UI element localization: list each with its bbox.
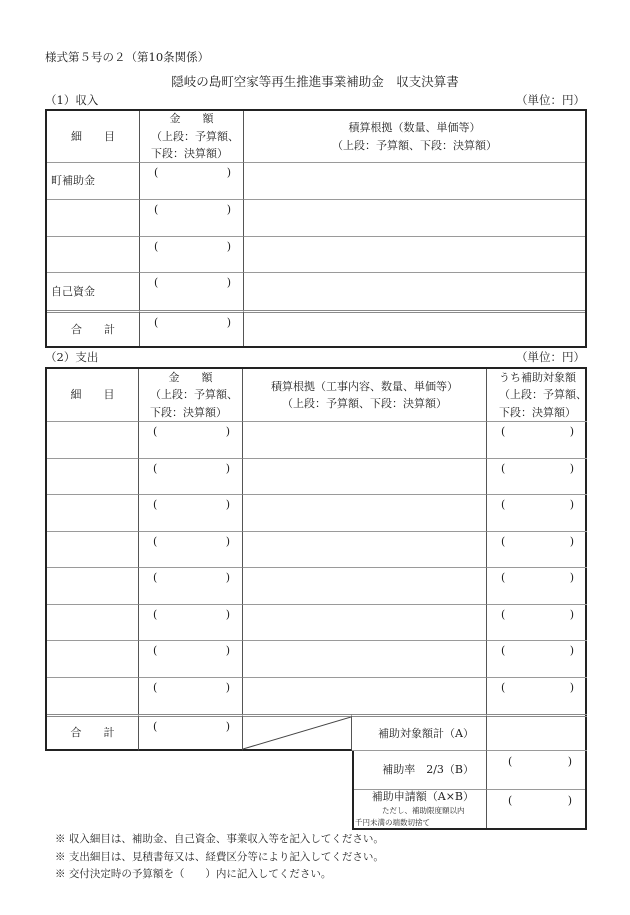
expense-basis-cell[interactable] xyxy=(243,568,487,605)
paren-open: ( xyxy=(501,425,506,438)
paren-close: ) xyxy=(567,755,572,768)
paren-close: ) xyxy=(569,534,574,548)
subsidy-rate-label: 補助率 2/3（B） xyxy=(382,763,474,777)
paren-open: ( xyxy=(154,276,159,289)
income-total-basis-cell[interactable] xyxy=(244,310,585,346)
subsidy-total-value-cell[interactable] xyxy=(487,714,587,751)
subsidy-total-label: 補助対象額計（A） xyxy=(378,726,474,740)
expense-basis-cell[interactable] xyxy=(243,532,487,569)
paren-open: ( xyxy=(153,425,158,438)
paren-close: ) xyxy=(567,794,572,807)
expense-item-cell[interactable] xyxy=(47,495,139,532)
paren-open: ( xyxy=(501,680,506,694)
paren-open: ( xyxy=(153,607,158,621)
expense-subsidy-cell[interactable] xyxy=(487,495,587,532)
subsidy-calculation-box xyxy=(352,751,587,830)
expense-subsidy-cell[interactable] xyxy=(487,678,587,715)
paren-close: ) xyxy=(225,425,230,438)
expense-basis-cell[interactable] xyxy=(243,605,487,642)
footnotes xyxy=(55,831,384,884)
income-basis-cell[interactable] xyxy=(244,237,585,273)
paren-open: ( xyxy=(153,498,158,511)
paren-open: ( xyxy=(508,755,513,768)
expense-header-item-text: 細 目 xyxy=(70,388,115,402)
paren-open: ( xyxy=(153,461,158,475)
income-amount-cell[interactable] xyxy=(140,237,244,273)
paren-close: ) xyxy=(569,571,574,584)
expense-header-subsidy-line3: 下段：決算額） xyxy=(499,405,576,419)
expense-amount-cell[interactable] xyxy=(139,568,243,605)
paren-close: ) xyxy=(225,571,230,584)
paren-close: ) xyxy=(569,644,574,657)
subsidy-request-label: 補助申請額（A×B） xyxy=(371,790,474,803)
subsidy-request-note-limit: ただし、補助限度額以内 xyxy=(382,806,465,815)
expense-subsidy-cell[interactable] xyxy=(487,641,587,678)
expense-amount-cell[interactable] xyxy=(139,678,243,715)
form-number: 様式第５号の２（第10条関係） xyxy=(45,50,210,64)
expense-header-amount xyxy=(139,369,243,422)
income-unit-label: （単位：円） xyxy=(516,93,585,107)
paren-open: ( xyxy=(508,794,513,807)
income-total-amount-cell[interactable] xyxy=(140,310,244,346)
footnote-income: ※ 収入細目は、補助金、自己資金、事業収入等を記入してください。 xyxy=(55,833,384,845)
expense-item-cell[interactable] xyxy=(47,422,139,459)
expense-subsidy-cell[interactable] xyxy=(487,459,587,496)
paren-close: ) xyxy=(225,498,230,511)
paren-close: ) xyxy=(569,461,574,475)
income-header-item-text: 細 目 xyxy=(71,129,115,143)
expense-header-amount-line1: （上段：予算額、 xyxy=(150,388,238,402)
paren-close: ) xyxy=(225,461,230,475)
paren-open: ( xyxy=(154,166,159,179)
paren-close: ) xyxy=(226,240,231,253)
income-amount-cell[interactable] xyxy=(140,200,244,237)
expense-item-cell[interactable] xyxy=(47,641,139,678)
income-basis-cell[interactable] xyxy=(244,163,585,200)
paren-close: ) xyxy=(225,644,230,657)
income-item-cell[interactable] xyxy=(47,273,140,310)
paren-open: ( xyxy=(501,644,506,657)
expense-header-subsidy-line2: （上段：予算額、 xyxy=(499,388,587,402)
income-item-label: 町補助金 xyxy=(51,174,95,188)
income-amount-cell[interactable] xyxy=(140,273,244,310)
subsidy-rate-label-cell xyxy=(354,751,487,790)
paren-close: ) xyxy=(569,607,574,621)
income-total-label: 合 計 xyxy=(71,322,115,336)
expense-basis-cell[interactable] xyxy=(243,422,487,459)
subsidy-total-label-cell xyxy=(352,714,487,751)
paren-close: ) xyxy=(226,316,231,329)
expense-header-amount-title: 金 額 xyxy=(168,370,213,384)
footnote-expense: ※ 支出細目は、見積書毎又は、経費区分等により記入してください。 xyxy=(55,850,384,863)
expense-header-subsidy-line1: うち補助対象額 xyxy=(499,370,576,384)
income-item-cell[interactable] xyxy=(47,200,140,237)
paren-open: ( xyxy=(501,534,506,548)
income-header-basis-line1: 積算根拠（数量、単価等） xyxy=(348,121,481,134)
expense-amount-cell[interactable] xyxy=(139,605,243,642)
expense-subsidy-cell[interactable] xyxy=(487,422,587,459)
paren-open: ( xyxy=(501,461,506,475)
paren-open: ( xyxy=(501,607,506,621)
expense-basis-cell[interactable] xyxy=(243,459,487,496)
income-item-label: 自己資金 xyxy=(51,284,95,298)
paren-open: ( xyxy=(501,498,506,511)
expense-section-label: （2）支出 xyxy=(45,350,99,364)
expense-subsidy-cell[interactable] xyxy=(487,532,587,569)
expense-item-cell[interactable] xyxy=(47,532,139,569)
paren-open: ( xyxy=(153,571,158,584)
paren-open: ( xyxy=(154,316,159,329)
subsidy-request-value-cell[interactable] xyxy=(487,790,585,828)
income-header-amount-title: 金 額 xyxy=(169,112,214,126)
paren-open: ( xyxy=(153,534,158,548)
expense-basis-cell[interactable] xyxy=(243,641,487,678)
income-header-amount-line1: （上段：予算額、 xyxy=(151,129,239,143)
expense-item-cell[interactable] xyxy=(47,568,139,605)
income-header-basis-line2: （上段：予算額、下段：決算額） xyxy=(332,138,497,152)
expense-amount-cell[interactable] xyxy=(139,532,243,569)
paren-open: ( xyxy=(153,644,158,657)
income-total-label-cell xyxy=(47,310,140,346)
expense-header-amount-line2: 下段：決算額） xyxy=(150,405,227,419)
expense-subsidy-cell[interactable] xyxy=(487,568,587,605)
income-header-item xyxy=(47,111,140,163)
diagonal-strike-cell xyxy=(243,714,352,751)
income-header-basis xyxy=(244,111,585,163)
expense-header-subsidy xyxy=(487,369,587,422)
paren-close: ) xyxy=(569,680,574,694)
paren-close: ) xyxy=(225,534,230,548)
expense-basis-cell[interactable] xyxy=(243,495,487,532)
paren-close: ) xyxy=(225,720,230,733)
expense-item-cell[interactable] xyxy=(47,678,139,715)
paren-open: ( xyxy=(154,240,159,253)
expense-total-label-cell xyxy=(47,714,139,751)
income-header-amount-line2: 下段：決算額） xyxy=(151,147,228,161)
paren-close: ) xyxy=(225,680,230,694)
expense-header-basis xyxy=(243,369,487,422)
paren-open: ( xyxy=(154,203,159,216)
paren-close: ) xyxy=(226,276,231,289)
paren-close: ) xyxy=(226,166,231,179)
paren-open: ( xyxy=(501,571,506,584)
expense-basis-cell[interactable] xyxy=(243,678,487,715)
expense-table xyxy=(45,367,587,751)
expense-total-amount-cell[interactable] xyxy=(139,714,243,751)
paren-open: ( xyxy=(153,680,158,694)
expense-header-basis-line1: 積算根拠（工事内容、数量、単価等） xyxy=(271,379,458,393)
paren-close: ) xyxy=(569,425,574,438)
page-title: 隠岐の島町空家等再生推進事業補助金 収支決算書 xyxy=(171,74,459,89)
expense-subsidy-cell[interactable] xyxy=(487,605,587,642)
expense-amount-cell[interactable] xyxy=(139,422,243,459)
subsidy-request-note-rounding: 千円未満の端数切捨て xyxy=(355,818,430,827)
income-header-amount xyxy=(140,111,244,163)
subsidy-rate-value-cell[interactable] xyxy=(487,751,585,790)
expense-amount-cell[interactable] xyxy=(139,641,243,678)
expense-header-item xyxy=(47,369,139,422)
footnote-budget: ※ 交付決定時の予算額を（ ）内に記入してください。 xyxy=(55,868,332,880)
paren-open: ( xyxy=(153,720,158,733)
paren-close: ) xyxy=(225,607,230,621)
income-item-cell[interactable] xyxy=(47,163,140,200)
expense-unit-label: （単位：円） xyxy=(516,350,585,364)
income-item-cell[interactable] xyxy=(47,237,140,273)
expense-item-cell[interactable] xyxy=(47,605,139,642)
paren-close: ) xyxy=(569,498,574,511)
income-amount-cell[interactable] xyxy=(140,163,244,200)
income-section-label: （1）収入 xyxy=(45,93,99,107)
expense-item-cell[interactable] xyxy=(47,459,139,496)
paren-close: ) xyxy=(226,203,231,216)
income-table xyxy=(45,109,587,348)
expense-amount-cell[interactable] xyxy=(139,459,243,496)
expense-header-basis-line2: （上段：予算額、下段：決算額） xyxy=(282,397,447,410)
diagonal-line-icon xyxy=(243,717,351,749)
expense-total-label: 合 計 xyxy=(70,726,115,740)
income-basis-cell[interactable] xyxy=(244,273,585,310)
subsidy-request-label-cell xyxy=(354,790,487,828)
income-basis-cell[interactable] xyxy=(244,200,585,237)
expense-amount-cell[interactable] xyxy=(139,495,243,532)
